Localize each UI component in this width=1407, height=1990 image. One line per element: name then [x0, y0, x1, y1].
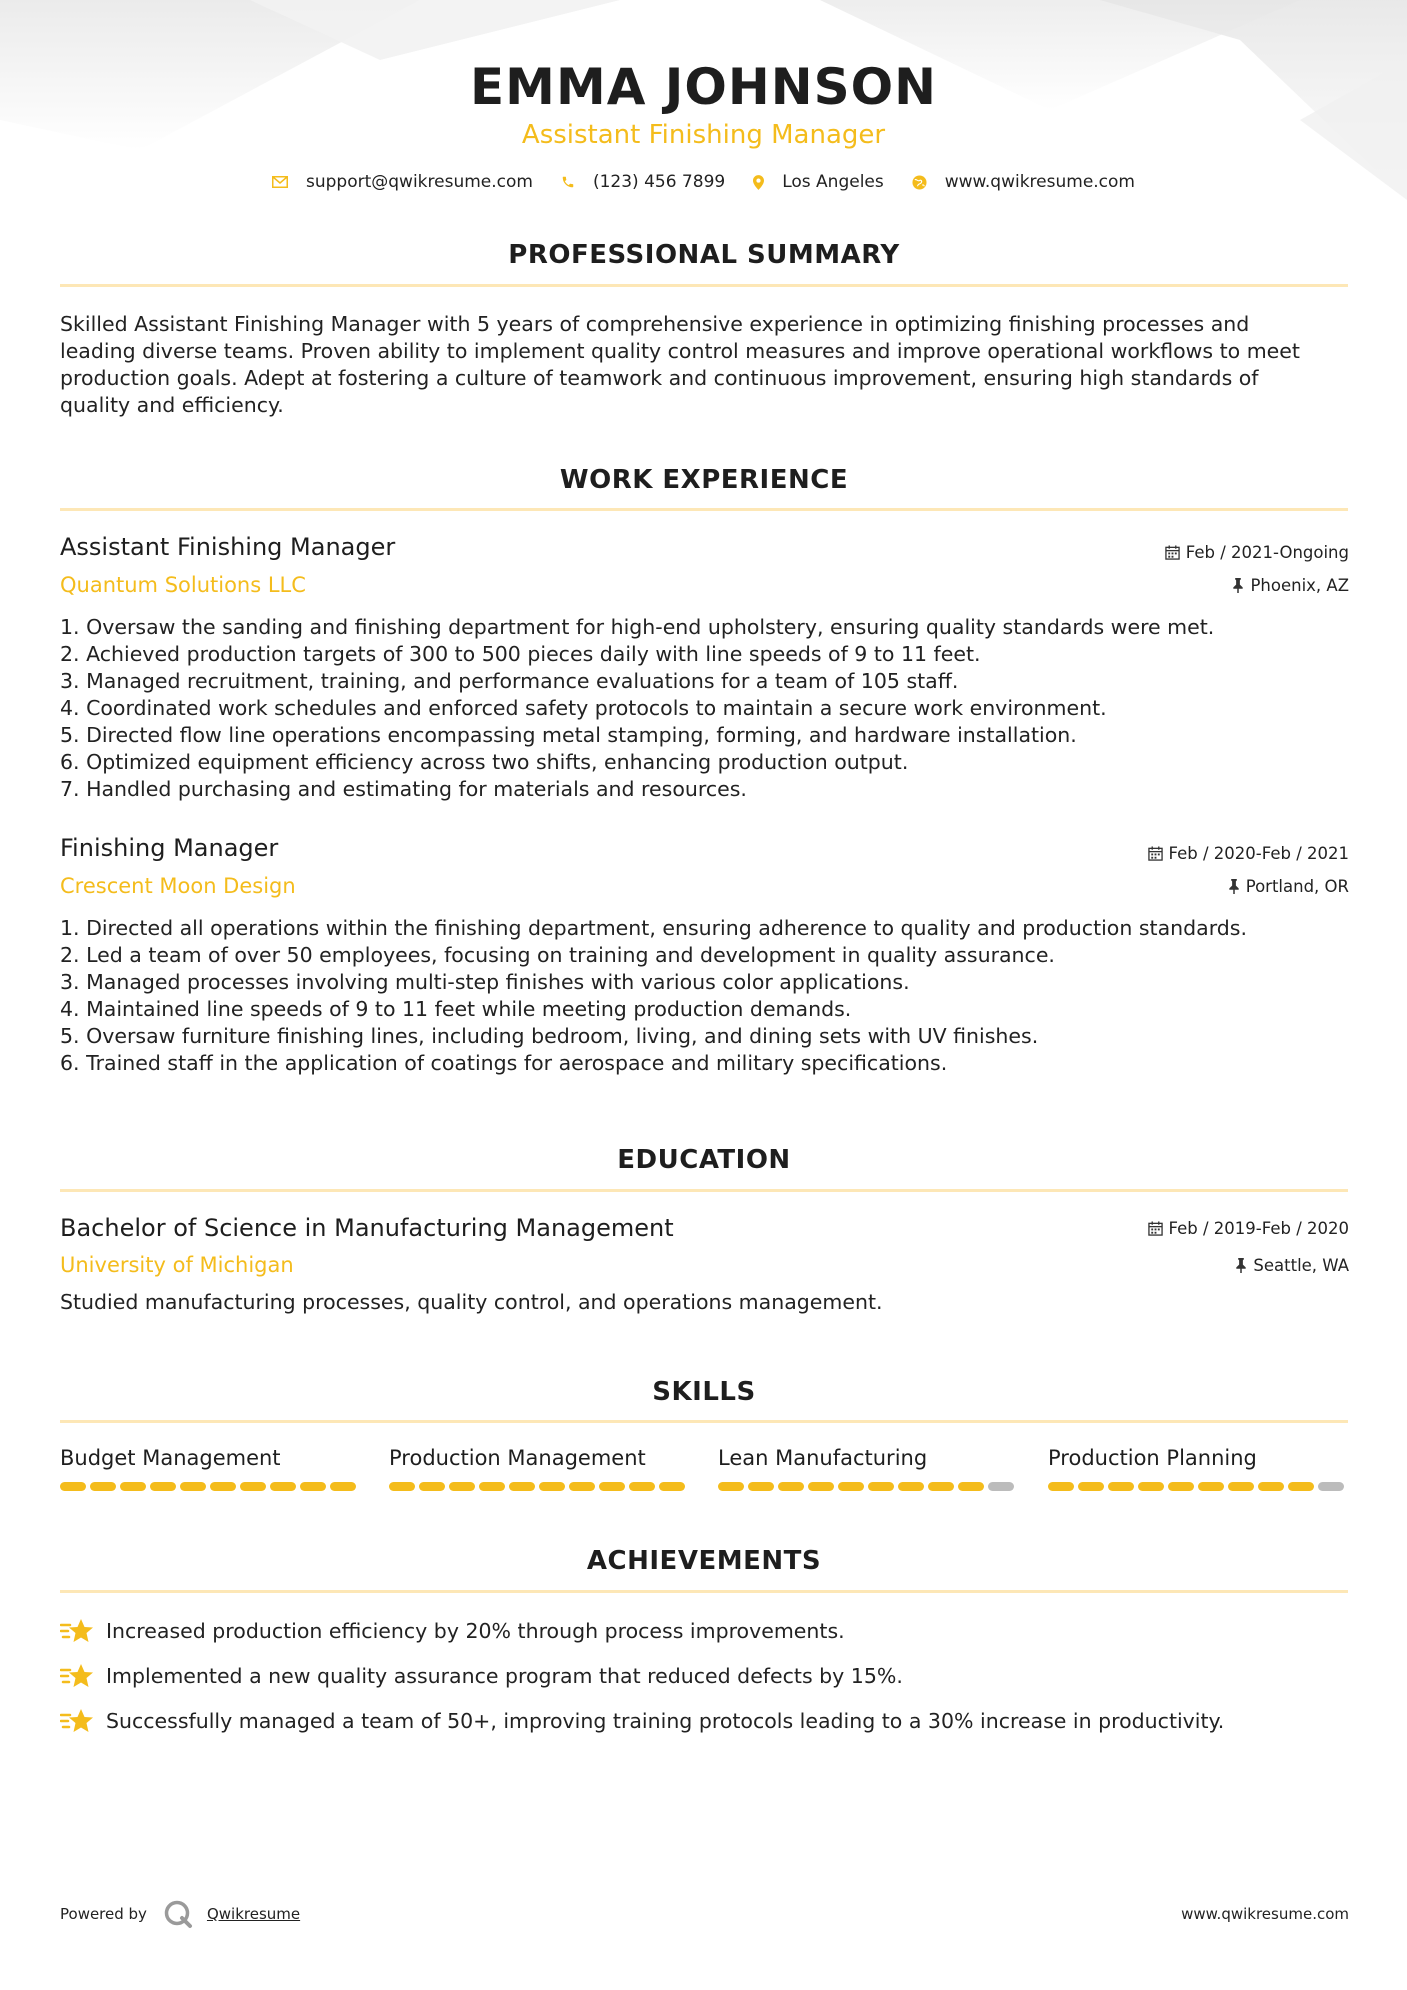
job-responsibilities [60, 614, 1350, 803]
section-divider [60, 508, 1348, 511]
skill-level-segment-filled [509, 1482, 535, 1491]
education-location-text: Seattle, WA [1253, 1256, 1349, 1275]
skill-level-segment-filled [210, 1482, 236, 1491]
skill-level-segment-filled [778, 1482, 804, 1491]
achievement-text: Increased production efficiency by 20% through process improvements. [106, 1619, 845, 1643]
skill-level-segment-filled [1138, 1482, 1164, 1491]
responsibility-item: 5. Oversaw furniture finishing lines, including bedroom, living, and dining sets with UV finishes. [60, 1024, 1039, 1048]
responsibility-item: 3. Managed processes involving multi-step finishes with various color applications. [60, 970, 910, 994]
job-location [1228, 877, 1349, 896]
achievement-text: Successfully managed a team of 50+, improving training protocols leading to a 30% increase in productivity. [106, 1709, 1225, 1733]
job-location [1232, 576, 1349, 595]
globe-icon [912, 175, 927, 190]
skill-level-segment-filled [1168, 1482, 1194, 1491]
map-pin-icon [753, 175, 764, 190]
summary-line: Skilled Assistant Finishing Manager with 5 years of comprehensive experience in optimizing finishing processes and [60, 312, 1250, 336]
skill-level-segment-filled [300, 1482, 326, 1491]
envelope-icon [272, 176, 288, 188]
responsibility-item: 6. Trained staff in the application of coatings for aerospace and military specifications. [60, 1051, 948, 1075]
skill-level-segment-empty [1318, 1482, 1344, 1491]
job-date-text: Feb / 2021-Ongoing [1185, 543, 1349, 562]
skill-level-segment-filled [569, 1482, 595, 1491]
job-company: Quantum Solutions LLC [60, 573, 306, 597]
responsibility-item: 4. Coordinated work schedules and enforced safety protocols to maintain a secure work environment. [60, 696, 1107, 720]
skill-level-segment-filled [1048, 1482, 1074, 1491]
skill-name: Production Planning [1048, 1446, 1257, 1470]
education-school: University of Michigan [60, 1253, 294, 1277]
job-responsibilities [60, 915, 1350, 1077]
skill-level-segment-filled [60, 1482, 86, 1491]
skill-level-bar [718, 1482, 1018, 1491]
skill-level-bar [60, 1482, 360, 1491]
skill-level-segment-filled [419, 1482, 445, 1491]
skill-level-bar [389, 1482, 689, 1491]
section-divider [60, 1590, 1348, 1593]
skill-level-segment-filled [270, 1482, 296, 1491]
summary-line: leading diverse teams. Proven ability to implement quality control measures and improve operational workflows to meet [60, 339, 1300, 363]
contact-location [753, 172, 884, 192]
skill-level-segment-filled [90, 1482, 116, 1491]
achievement-item [60, 1662, 903, 1690]
skill-level-segment-filled [1228, 1482, 1254, 1491]
phone-icon [561, 175, 575, 189]
section-divider [60, 284, 1348, 287]
contact-phone[interactable] [561, 172, 725, 192]
skill-level-segment-filled [1108, 1482, 1134, 1491]
responsibility-item: 5. Directed flow line operations encompassing metal stamping, forming, and hardware installation. [60, 723, 1077, 747]
responsibility-item: 4. Maintained line speeds of 9 to 11 feet while meeting production demands. [60, 997, 852, 1021]
section-title-education: EDUCATION [617, 1145, 791, 1175]
candidate-name: EMMA JOHNSON [470, 58, 937, 116]
achievement-item [60, 1617, 845, 1645]
powered-by-label: Powered by [60, 1905, 147, 1923]
responsibility-item: 7. Handled purchasing and estimating for materials and resources. [60, 777, 747, 801]
contact-website-text: www.qwikresume.com [944, 172, 1135, 192]
pushpin-icon [1228, 879, 1240, 894]
skill-level-segment-filled [479, 1482, 505, 1491]
skill-level-segment-filled [449, 1482, 475, 1491]
skill-level-segment-filled [718, 1482, 744, 1491]
contact-phone-text: (123) 456 7899 [592, 172, 726, 192]
responsibility-item: 1. Oversaw the sanding and finishing department for high-end upholstery, ensuring quality standards were met. [60, 615, 1215, 639]
qwikresume-logo-icon [163, 1899, 193, 1929]
skill-level-segment-filled [629, 1482, 655, 1491]
skill-level-segment-filled [240, 1482, 266, 1491]
calendar-icon [1148, 1221, 1163, 1236]
skill-level-segment-filled [1288, 1482, 1314, 1491]
section-divider [60, 1420, 1348, 1423]
calendar-icon [1165, 545, 1180, 560]
contact-bar [0, 172, 1407, 192]
responsibility-item: 2. Led a team of over 50 employees, focusing on training and development in quality assurance. [60, 943, 1055, 967]
job-title: Finishing Manager [60, 834, 279, 862]
qwikresume-link[interactable]: Qwikresume [206, 1905, 301, 1923]
education-degree: Bachelor of Science in Manufacturing Management [60, 1214, 674, 1242]
shooting-star-icon [60, 1707, 94, 1735]
skill-level-segment-filled [330, 1482, 356, 1491]
job-date-text: Feb / 2020-Feb / 2021 [1168, 844, 1349, 863]
achievement-text: Implemented a new quality assurance program that reduced defects by 15%. [106, 1664, 903, 1688]
responsibility-item: 2. Achieved production targets of 300 to 500 pieces daily with line speeds of 9 to 11 feet. [60, 642, 981, 666]
skill-name: Production Management [389, 1446, 646, 1470]
skill-level-segment-filled [1198, 1482, 1224, 1491]
skill-level-segment-empty [988, 1482, 1014, 1491]
education-location [1235, 1256, 1349, 1275]
contact-website[interactable] [912, 172, 1135, 192]
achievement-item [60, 1707, 1224, 1735]
skill-level-segment-filled [389, 1482, 415, 1491]
skill-level-segment-filled [748, 1482, 774, 1491]
skill-level-segment-filled [1078, 1482, 1104, 1491]
contact-email[interactable] [272, 172, 533, 192]
job-location-text: Phoenix, AZ [1250, 576, 1349, 595]
pushpin-icon [1235, 1258, 1247, 1273]
responsibility-item: 3. Managed recruitment, training, and performance evaluations for a team of 105 staff. [60, 669, 959, 693]
skill-level-segment-filled [180, 1482, 206, 1491]
skill-level-segment-filled [928, 1482, 954, 1491]
candidate-role: Assistant Finishing Manager [521, 120, 886, 150]
summary-text [60, 311, 1350, 419]
skill-level-segment-filled [838, 1482, 864, 1491]
responsibility-item: 6. Optimized equipment efficiency across two shifts, enhancing production output. [60, 750, 909, 774]
section-title-summary: PROFESSIONAL SUMMARY [508, 240, 900, 270]
skill-level-segment-filled [898, 1482, 924, 1491]
skill-level-bar [1048, 1482, 1348, 1491]
section-title-skills: SKILLS [652, 1377, 756, 1407]
skill-level-segment-filled [659, 1482, 685, 1491]
responsibility-item: 1. Directed all operations within the finishing department, ensuring adherence to quality and production standards. [60, 916, 1247, 940]
job-company: Crescent Moon Design [60, 874, 296, 898]
skill-lean-manufacturing [718, 1446, 1018, 1491]
job-title: Assistant Finishing Manager [60, 533, 396, 561]
education-description: Studied manufacturing processes, quality control, and operations management. [60, 1290, 883, 1314]
job-location-text: Portland, OR [1245, 877, 1349, 896]
footer-powered-by [60, 1899, 300, 1929]
shooting-star-icon [60, 1617, 94, 1645]
skill-level-segment-filled [1258, 1482, 1284, 1491]
skill-level-segment-filled [868, 1482, 894, 1491]
skill-budget-management [60, 1446, 360, 1491]
skill-production-management [389, 1446, 689, 1491]
skill-level-segment-filled [599, 1482, 625, 1491]
skill-name: Lean Manufacturing [718, 1446, 928, 1470]
shooting-star-icon [60, 1662, 94, 1690]
education-date-text: Feb / 2019-Feb / 2020 [1168, 1219, 1349, 1238]
section-title-experience: WORK EXPERIENCE [559, 465, 849, 495]
calendar-icon [1148, 846, 1163, 861]
education-date [1148, 1219, 1349, 1238]
skill-level-segment-filled [958, 1482, 984, 1491]
skill-level-segment-filled [120, 1482, 146, 1491]
job-date [1148, 844, 1349, 863]
section-divider [60, 1189, 1348, 1192]
skill-level-segment-filled [150, 1482, 176, 1491]
contact-location-text: Los Angeles [782, 172, 884, 192]
skill-production-planning [1048, 1446, 1348, 1491]
contact-email-text: support@qwikresume.com [306, 172, 533, 192]
skill-level-segment-filled [808, 1482, 834, 1491]
job-date [1165, 543, 1349, 562]
section-title-achievements: ACHIEVEMENTS [586, 1546, 822, 1576]
summary-line: production goals. Adept at fostering a culture of teamwork and continuous improvement, ensuring high standards of [60, 366, 1259, 390]
pushpin-icon [1232, 578, 1244, 593]
summary-line: quality and efficiency. [60, 393, 284, 417]
skill-level-segment-filled [539, 1482, 565, 1491]
footer-website[interactable]: www.qwikresume.com [1181, 1905, 1349, 1923]
skill-name: Budget Management [60, 1446, 281, 1470]
